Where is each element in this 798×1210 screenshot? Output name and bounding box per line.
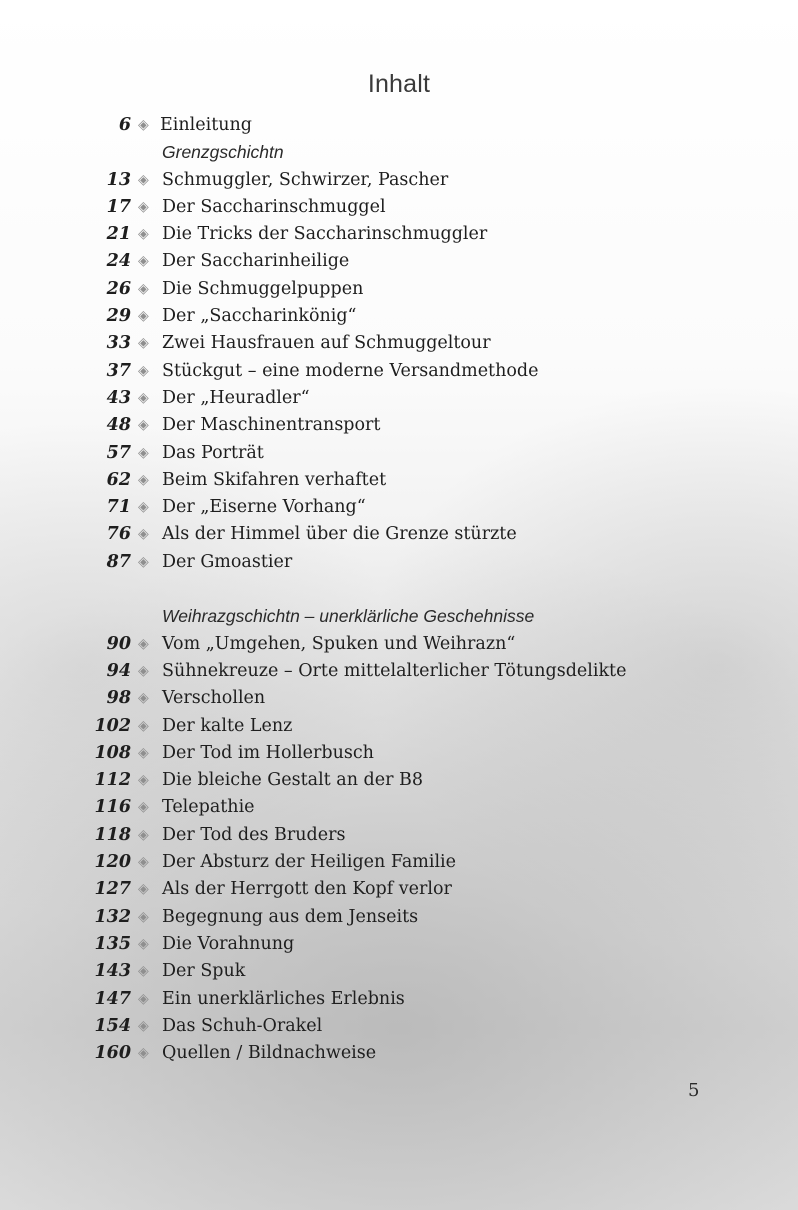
toc-entry <box>0 412 798 439</box>
toc-entry-title: Der Spuk <box>162 961 246 982</box>
toc-entry-title: Telepathie <box>162 797 255 818</box>
toc-entry-title: Schmuggler, Schwirzer, Pascher <box>162 169 449 190</box>
toc-entry <box>0 713 798 740</box>
toc-page-number: 118 <box>94 824 131 845</box>
toc-page-number: 6 <box>118 115 131 135</box>
toc-entry <box>0 658 798 685</box>
toc-entry <box>0 904 798 931</box>
diamond-icon: ◈ <box>138 854 149 871</box>
diamond-icon: ◈ <box>138 117 149 133</box>
toc-entry-title: Zwei Hausfrauen auf Schmuggeltour <box>162 333 491 354</box>
toc-entry <box>0 112 798 139</box>
diamond-icon: ◈ <box>138 935 149 952</box>
page-number: 5 <box>688 1080 700 1101</box>
toc-entry <box>0 822 798 849</box>
toc-entry <box>0 1013 798 1040</box>
toc-page-number: 76 <box>106 524 131 545</box>
toc-entry-title: Das Schuh-Orakel <box>162 1015 323 1036</box>
toc-page-number: 13 <box>106 169 131 190</box>
toc-entry-title: Die Schmuggelpuppen <box>162 278 364 299</box>
toc-page-number: 24 <box>106 251 131 272</box>
toc-entry-title: Beim Skifahren verhaftet <box>162 469 387 490</box>
toc-page-number: 17 <box>106 196 131 217</box>
toc-entry <box>0 194 798 221</box>
diamond-icon: ◈ <box>138 253 149 270</box>
toc-entry <box>0 767 798 794</box>
toc-entry-title: Begegnung aus dem Jenseits <box>162 906 419 927</box>
toc-page-number: 21 <box>106 224 131 245</box>
toc-entry-title: Als der Herrgott den Kopf verlor <box>162 879 452 900</box>
diamond-icon: ◈ <box>138 717 149 734</box>
toc-entry <box>0 740 798 767</box>
toc-page-number: 94 <box>106 660 131 681</box>
toc-entry-title: Die Vorahnung <box>162 933 295 954</box>
toc-entry <box>0 794 798 821</box>
toc-section-heading <box>0 139 798 166</box>
toc-page-number: 33 <box>106 333 131 354</box>
diamond-icon: ◈ <box>138 171 149 188</box>
toc-page-number: 102 <box>94 715 131 736</box>
toc-page-number: 108 <box>94 742 131 763</box>
toc-page-number: 57 <box>106 442 131 463</box>
toc-entry-title: Das Porträt <box>162 442 264 463</box>
toc-entry <box>0 958 798 985</box>
toc-page-number: 147 <box>94 988 131 1009</box>
toc-page-number: 132 <box>94 906 131 927</box>
toc-entry-title: Der kalte Lenz <box>162 715 293 736</box>
section-spacer <box>0 576 798 603</box>
toc-entry <box>0 276 798 303</box>
diamond-icon: ◈ <box>138 362 149 379</box>
toc-page-number: 43 <box>106 387 131 408</box>
diamond-icon: ◈ <box>138 335 149 352</box>
diamond-icon: ◈ <box>138 662 149 679</box>
toc-entry <box>0 330 798 357</box>
toc-page-number: 26 <box>106 278 131 299</box>
toc-entry-title: Der Saccharinschmuggel <box>162 196 386 217</box>
toc-page-number: 112 <box>94 770 131 791</box>
toc-entry-title: Die Tricks der Saccharinschmuggler <box>162 224 488 245</box>
toc-entry-title: Ein unerklärliches Erlebnis <box>162 988 405 1009</box>
section-heading-text: Grenzgschichtn <box>162 142 284 163</box>
diamond-icon: ◈ <box>138 635 149 652</box>
toc-entry <box>0 849 798 876</box>
toc-page-number: 160 <box>94 1043 131 1064</box>
toc-entry <box>0 221 798 248</box>
toc-entry-title: Vom „Umgehen, Spuken und Weihrazn“ <box>162 633 516 654</box>
toc-entry <box>0 549 798 576</box>
toc-entry-title: Der Tod im Hollerbusch <box>162 742 374 763</box>
toc-entry-title: Der Saccharinheilige <box>162 251 350 272</box>
toc-entry-title: Der „Heuradler“ <box>162 387 310 408</box>
toc-entry-title: Stückgut – eine moderne Versandmethode <box>162 360 539 381</box>
toc-page-number: 90 <box>106 633 131 654</box>
toc-entry <box>0 494 798 521</box>
table-of-contents <box>0 112 798 1067</box>
toc-entry-title: Der „Eiserne Vorhang“ <box>162 497 366 518</box>
toc-entry <box>0 385 798 412</box>
toc-entry-title: Als der Himmel über die Grenze stürzte <box>162 524 517 545</box>
toc-entry <box>0 358 798 385</box>
toc-entry-title: Der Gmoastier <box>162 551 293 572</box>
diamond-icon: ◈ <box>138 1045 149 1062</box>
page-title: Inhalt <box>367 70 431 98</box>
toc-page-number: 116 <box>94 797 131 818</box>
diamond-icon: ◈ <box>138 280 149 297</box>
toc-entry <box>0 440 798 467</box>
diamond-icon: ◈ <box>138 826 149 843</box>
section-heading-text: Weihrazgschichtn – unerklärliche Geschehnisse <box>162 606 535 627</box>
toc-entry-title: Quellen / Bildnachweise <box>162 1043 377 1064</box>
toc-entry <box>0 167 798 194</box>
toc-entry-title: Die bleiche Gestalt an der B8 <box>162 770 424 791</box>
toc-page-number: 120 <box>94 852 131 873</box>
toc-page-number: 62 <box>106 469 131 490</box>
toc-entry <box>0 303 798 330</box>
toc-page-number: 98 <box>106 688 131 709</box>
toc-entry-title: Der „Saccharinkönig“ <box>162 306 357 327</box>
diamond-icon: ◈ <box>138 744 149 761</box>
toc-entry <box>0 931 798 958</box>
diamond-icon: ◈ <box>138 963 149 980</box>
diamond-icon: ◈ <box>138 908 149 925</box>
diamond-icon: ◈ <box>138 444 149 461</box>
toc-entry-title: Sühnekreuze – Orte mittelalterlicher Tötungsdelikte <box>162 660 627 681</box>
toc-entry-title: Der Maschinentransport <box>162 415 381 436</box>
toc-entry-title: Verschollen <box>162 688 266 709</box>
toc-entry <box>0 521 798 548</box>
toc-page-number: 135 <box>94 933 131 954</box>
toc-entry-title: Einleitung <box>160 115 252 135</box>
toc-page-number: 87 <box>106 551 131 572</box>
toc-page-number: 154 <box>94 1015 131 1036</box>
toc-entry <box>0 876 798 903</box>
diamond-icon: ◈ <box>138 1017 149 1034</box>
toc-page-number: 29 <box>106 306 131 327</box>
toc-page-number: 37 <box>106 360 131 381</box>
diamond-icon: ◈ <box>138 389 149 406</box>
toc-page-number: 127 <box>94 879 131 900</box>
diamond-icon: ◈ <box>138 417 149 434</box>
diamond-icon: ◈ <box>138 990 149 1007</box>
diamond-icon: ◈ <box>138 553 149 570</box>
toc-entry <box>0 248 798 275</box>
toc-entry <box>0 986 798 1013</box>
diamond-icon: ◈ <box>138 881 149 898</box>
toc-page-number: 48 <box>106 415 131 436</box>
diamond-icon: ◈ <box>138 471 149 488</box>
diamond-icon: ◈ <box>138 526 149 543</box>
toc-entry-title: Der Absturz der Heiligen Familie <box>162 852 457 873</box>
diamond-icon: ◈ <box>138 772 149 789</box>
toc-entry-title: Der Tod des Bruders <box>162 824 346 845</box>
toc-entry <box>0 1040 798 1067</box>
diamond-icon: ◈ <box>138 690 149 707</box>
diamond-icon: ◈ <box>138 198 149 215</box>
toc-entry <box>0 685 798 712</box>
toc-entry <box>0 467 798 494</box>
toc-page-number: 143 <box>94 961 131 982</box>
toc-section-heading <box>0 603 798 630</box>
diamond-icon: ◈ <box>138 226 149 243</box>
toc-page-number: 71 <box>106 497 131 518</box>
diamond-icon: ◈ <box>138 799 149 816</box>
toc-entry <box>0 631 798 658</box>
diamond-icon: ◈ <box>138 499 149 516</box>
diamond-icon: ◈ <box>138 308 149 325</box>
